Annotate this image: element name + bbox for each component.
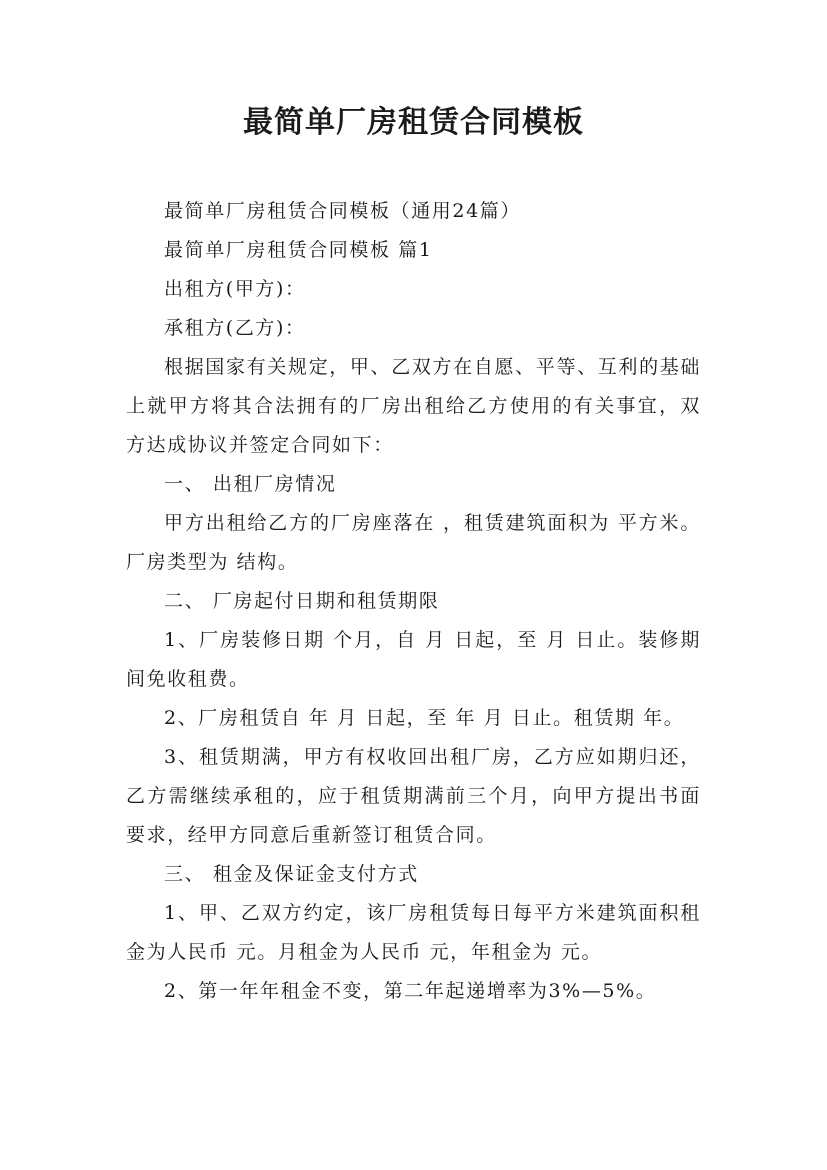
paragraph-subtitle: 最简单厂房租赁合同模板（通用24篇）: [164, 200, 521, 222]
clause-heading-1: 一、 出租厂房情况: [164, 473, 337, 495]
clause-heading-2: 二、 厂房起付日期和租赁期限: [164, 590, 440, 612]
document-body: [126, 192, 701, 1011]
paragraph-lease-term: 2、厂房租赁自 年 月 日起，至 年 月 日止。租赁期 年。: [164, 707, 685, 729]
paragraph-section-heading: 最简单厂房租赁合同模板 篇1: [164, 239, 433, 261]
document-title: 最简单厂房租赁合同模板: [243, 105, 584, 140]
paragraph-renovation-period: 1、厂房装修日期 个月，自 月 日起，至 月 日止。装修期间免收租费。: [126, 629, 701, 690]
paragraph-lessee: 承租方(乙方)：: [164, 317, 306, 339]
paragraph-lessor: 出租方(甲方)：: [164, 278, 306, 300]
paragraph-lease-expiry: 3、租赁期满，甲方有权收回出租厂房，乙方应如期归还，乙方需继续承租的，应于租赁期满前三个月，向甲方提出书面要求，经甲方同意后重新签订租赁合同。: [126, 746, 701, 846]
paragraph-factory-location: 甲方出租给乙方的厂房座落在 ，租赁建筑面积为 平方米。厂房类型为 结构。: [126, 512, 701, 573]
paragraph-rent-increase: 2、第一年年租金不变，第二年起递增率为3%—5%。: [164, 980, 657, 1002]
paragraph-preamble: 根据国家有关规定，甲、乙双方在自愿、平等、互利的基础上就甲方将其合法拥有的厂房出租给乙方使用的有关事宜，双方达成协议并签定合同如下：: [126, 356, 701, 456]
clause-heading-3: 三、 租金及保证金支付方式: [164, 863, 419, 885]
paragraph-rent-rate: 1、甲、乙双方约定，该厂房租赁每日每平方米建筑面积租金为人民币 元。月租金为人民币 元，年租金为 元。: [126, 902, 701, 963]
